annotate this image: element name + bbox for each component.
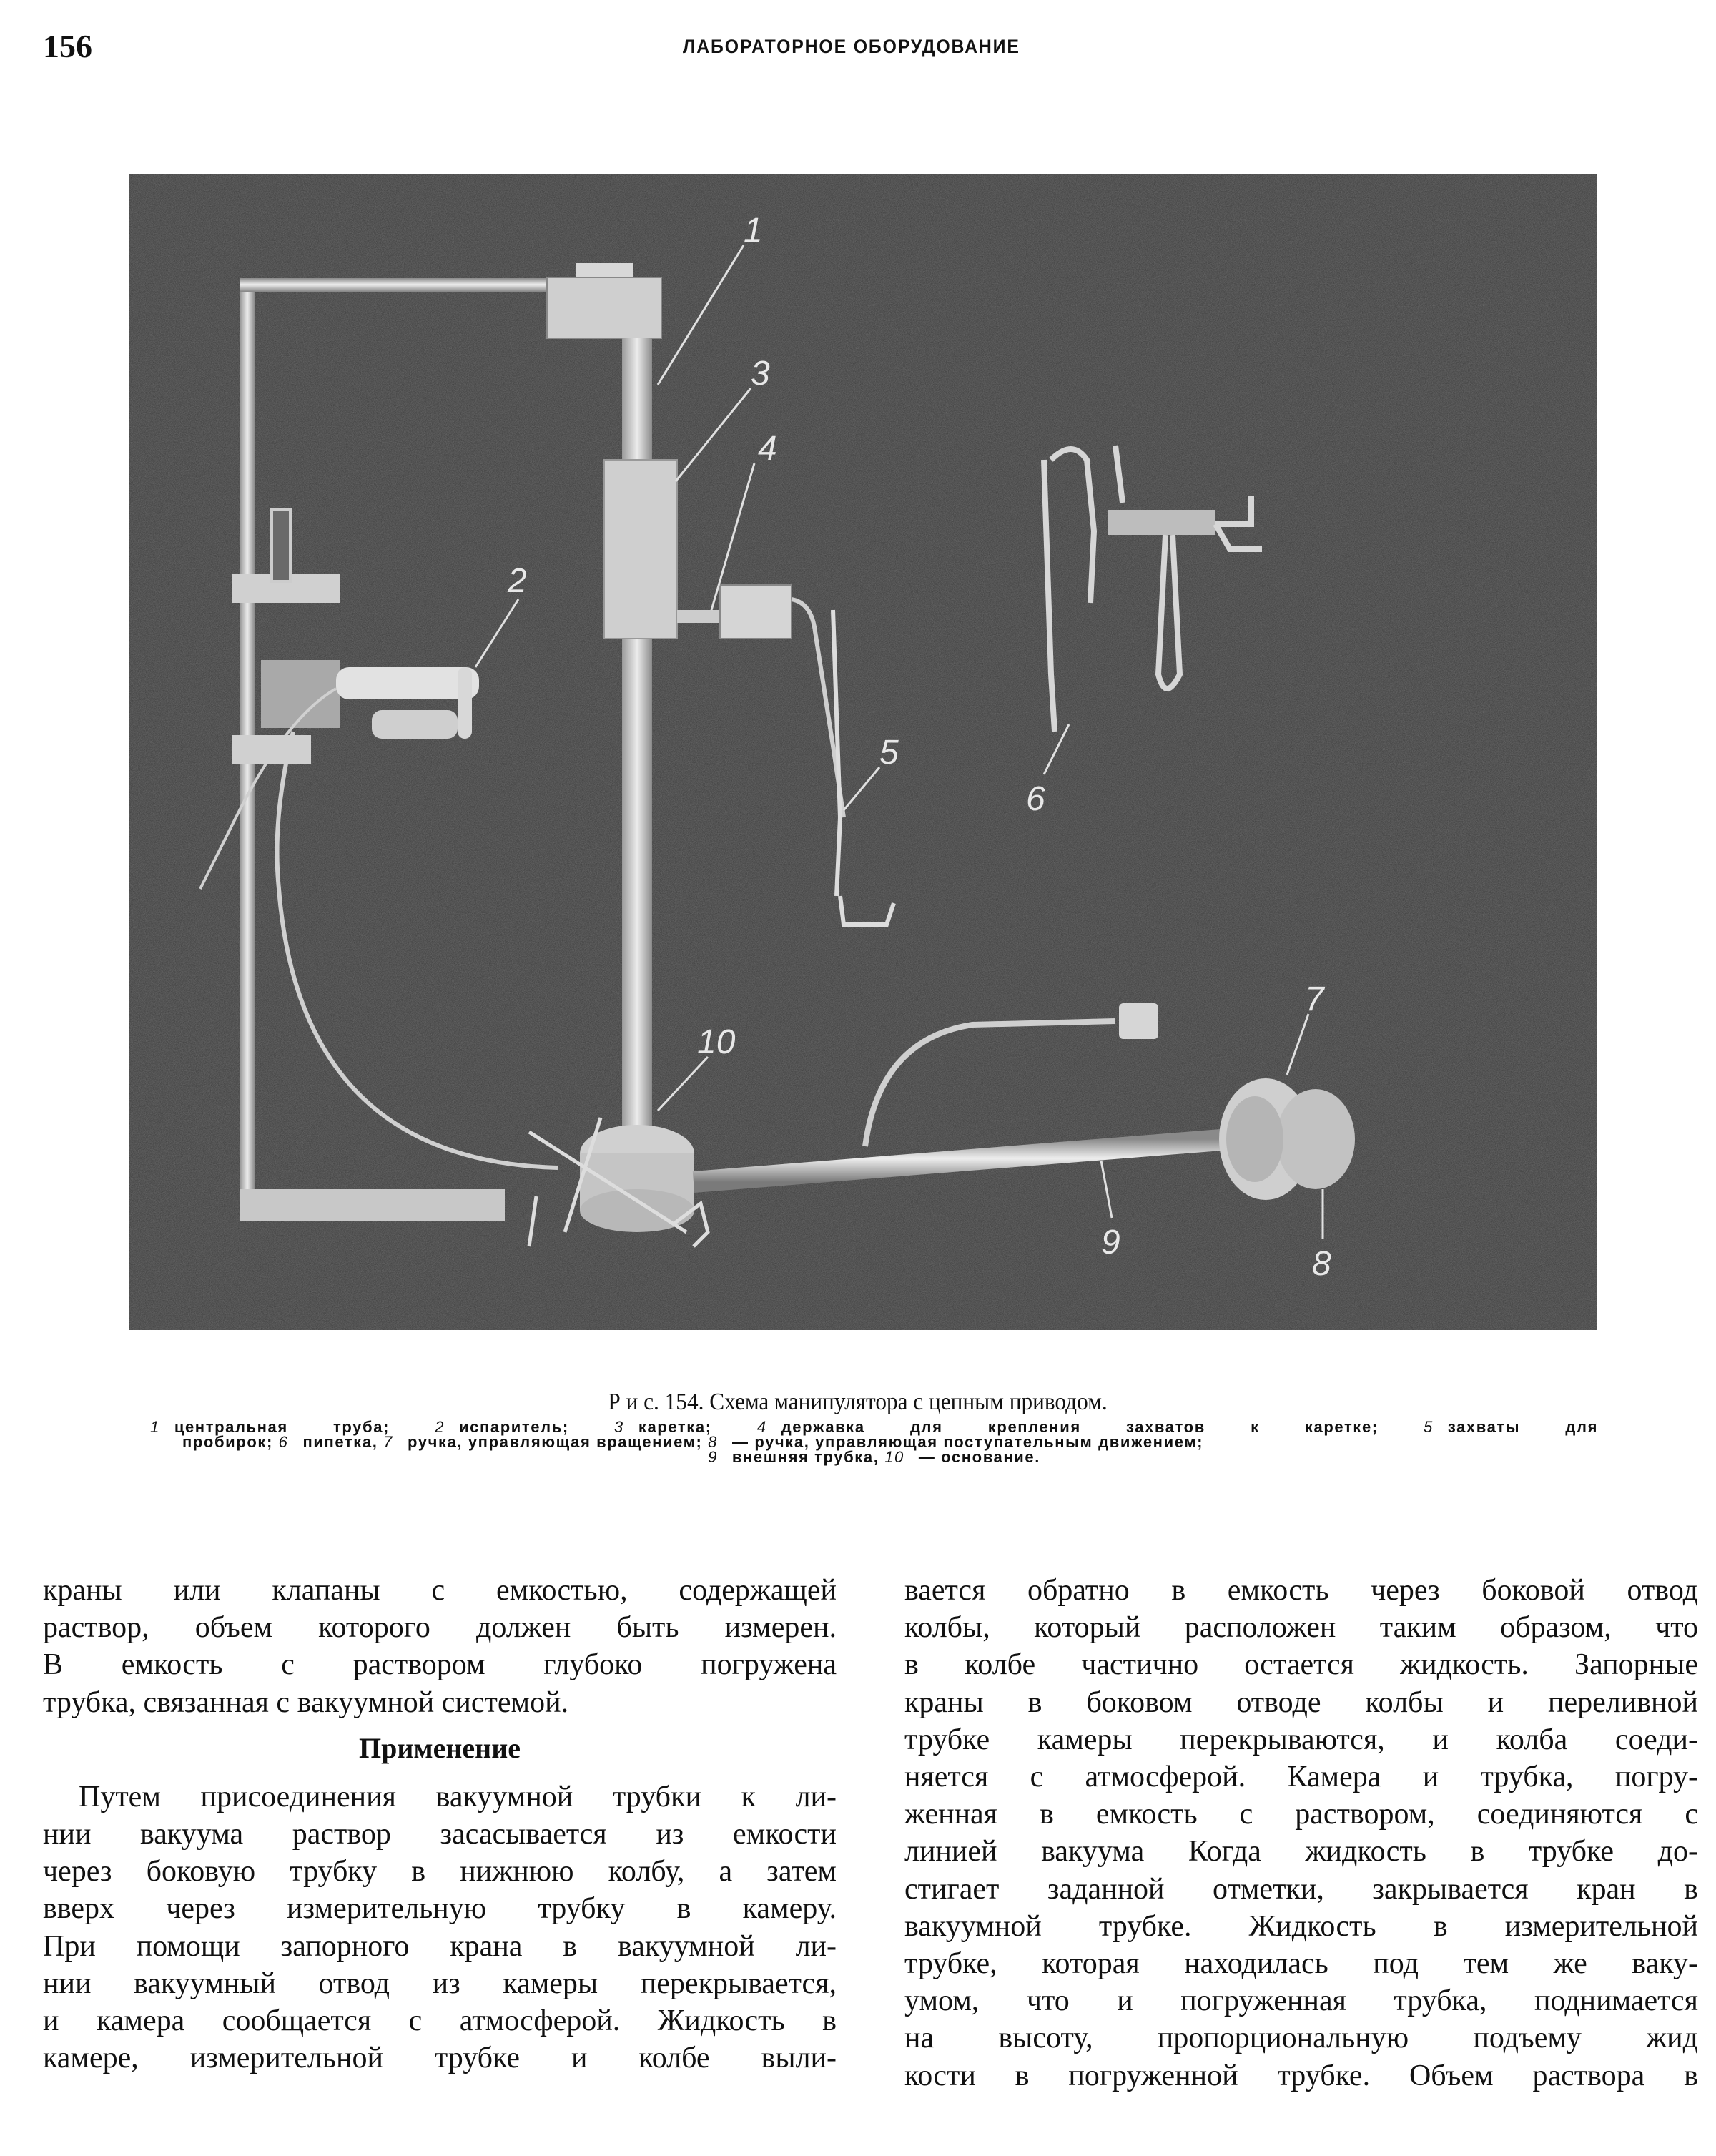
figure-label-3: 3 [751,355,770,393]
legend-line: 1 центральная труба; 2 испаритель; 3 каретка; 4 державка для крепления захватов к каретке; 5 захваты для [150,1418,1599,1436]
figure-label-8: 8 [1312,1245,1331,1283]
knobs [1219,1078,1355,1200]
figure-label-4: 4 [758,430,777,468]
paragraph: Путем присоединения вакуумной трубки к ли- нии вакуума раствор засасывается из емкости через боковую трубку в нижнюю колбу, а затем вверх через измерительную трубку в камеру. При помощи запорного крана в вакуумной ли- нии вакуумный отвод из камеры перекрывается, и камера сообщается с атмосферой. Жидкость в камере, измерительной трубке и колбе выли- [43,1780,837,2075]
figure-label-9: 9 [1101,1224,1120,1261]
figure-label-6: 6 [1026,780,1045,818]
photo-grain [129,174,1597,1330]
paragraph: вается обратно в емкость через боковой отвод колбы, который расположен таким образом, что в колбе частично остается жидкость. Запорные краны в боковом отводе колбы и переливной трубке камеры перекрываются, и колба соеди- няется с атмосферой. Камера и трубка, погру- женная в емкость с раствором, соединяются с линией вакуума Когда жидкость в трубке до- стигает заданной отметки, закрывается кран в вакуумной трубке. Жидкость в измерительной трубке, которая находилась под тем же ваку- умом, что и погруженная трубка, поднимается на высоту, пропорциональную подъему жид кости в погруженной трубке. Объем раствора в [904,1574,1698,2092]
section-heading: Применение [358,1731,521,1764]
running-head-title: ЛАБОРАТОРНОЕ ОБОРУДОВАНИЕ [683,36,1020,57]
figure-label-5: 5 [879,734,899,772]
left-column [43,1572,837,2077]
figure-caption-title: Р и с. 154. Схема манипулятора с цепным приводом. [608,1389,1108,1415]
figure-label-10: 10 [697,1023,736,1061]
figure-legend [150,1419,1598,1465]
figure-label-1: 1 [744,212,763,250]
figure-photo [129,174,1597,1330]
running-head [0,21,1716,64]
figure-label-7: 7 [1305,980,1324,1018]
manipulator-photo [129,174,1597,1330]
carriage [604,460,677,639]
legend-line: 9 внешняя трубка, 10 — основание. [708,1448,1040,1466]
paragraph: краны или клапаны с емкостью, содержащей раствор, объем которого должен быть измерен. В емкость с раствором глубоко погружена трубка, связанная с вакуумной системой. [43,1574,837,1719]
figure-label-2: 2 [508,562,527,600]
cable-end [1119,1003,1158,1039]
page-number: 156 [43,28,92,64]
legend-line: пробирок; 6 пипетка, 7 ручка, управляющая вращением; 8 — ручка, управляющая поступательным движением; [182,1433,1204,1451]
right-column [904,1572,1698,2095]
